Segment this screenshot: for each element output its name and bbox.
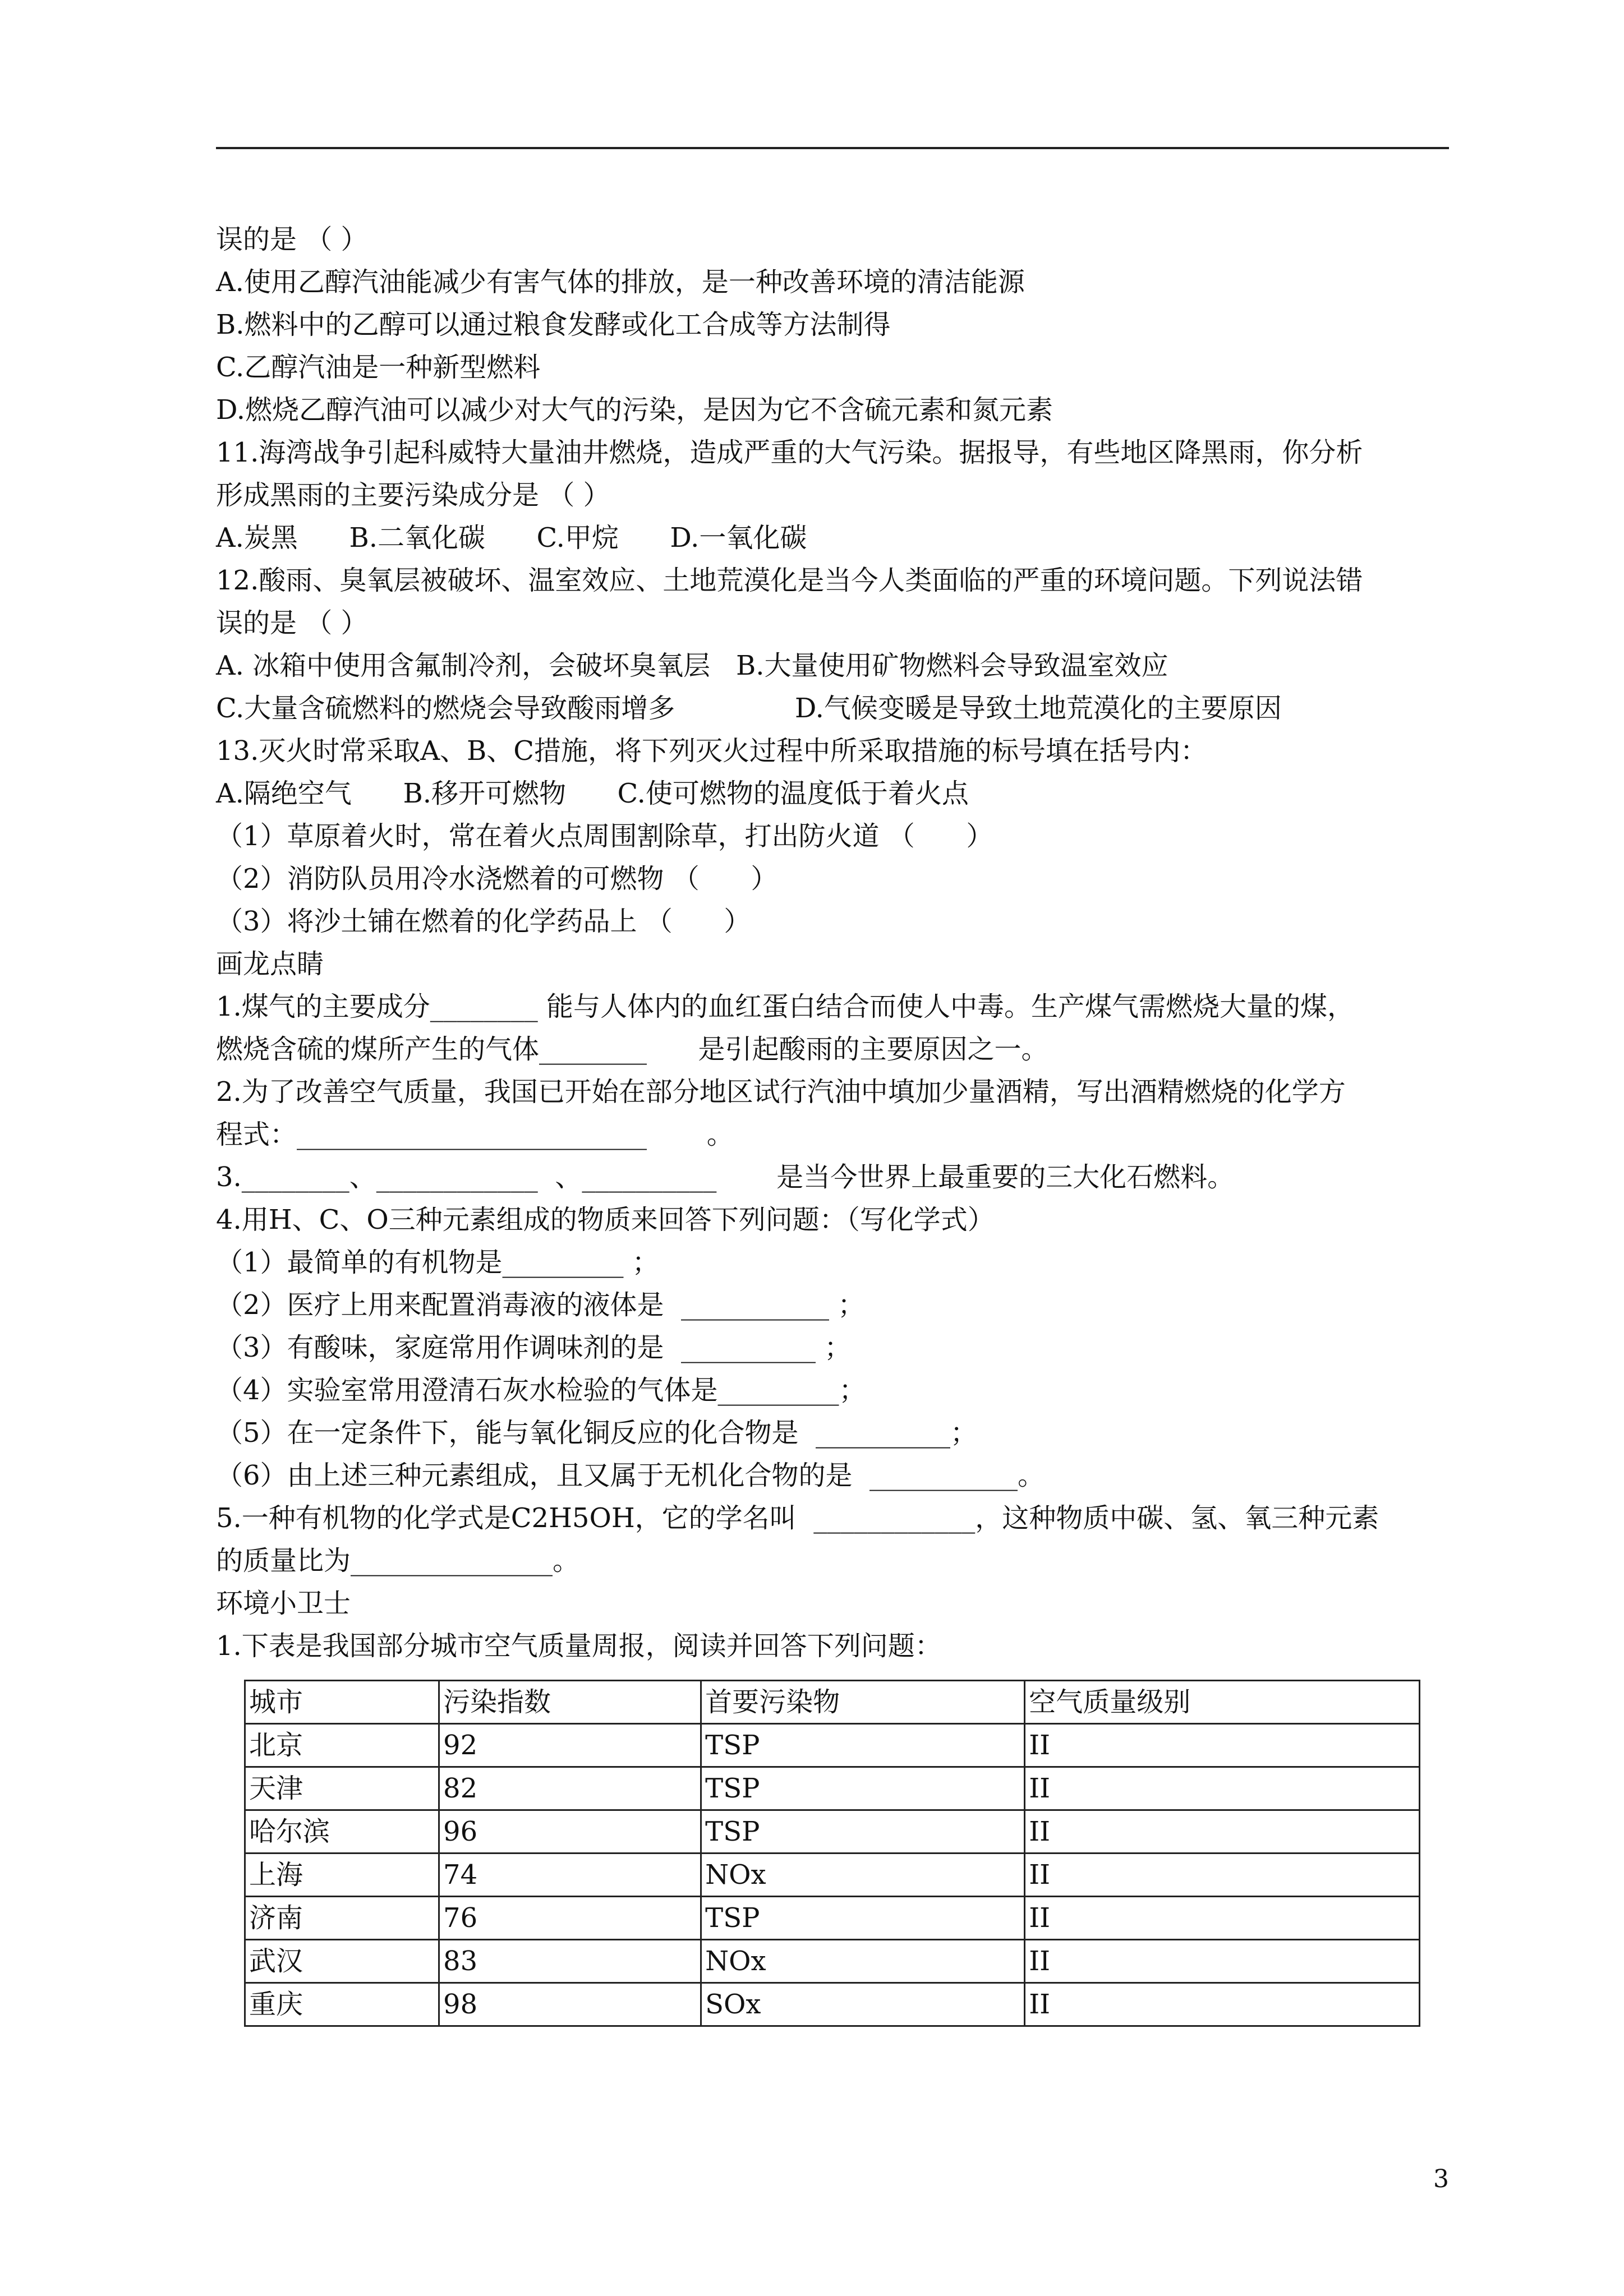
city-cell: 武汉: [245, 1940, 439, 1983]
pollutant-cell: NOx: [701, 1854, 1025, 1897]
index-cell: 74: [439, 1854, 701, 1897]
table-row: [245, 1767, 1420, 1810]
index-cell: 96: [439, 1810, 701, 1854]
city-cell: 济南: [245, 1897, 439, 1940]
question-12-stem: 12.酸雨、臭氧层被破坏、温室效应、土地荒漠化是当今人类面临的严重的环境问题。下列说法错: [216, 565, 1363, 596]
header-cell-city: 城市: [245, 1681, 439, 1724]
fill-1-line-1: 1.煤气的主要成分________ 能与人体内的血红蛋白结合而使人中毒。生产煤气需燃烧大量的煤，: [216, 991, 1355, 1022]
question-12-options-cd: C.大量含硫燃料的燃烧会导致酸雨增多 D.气候变暖是导致土地荒漠化的主要原因: [216, 693, 1282, 724]
city-cell: 上海: [245, 1854, 439, 1897]
section-heading-huanjing: 环境小卫士: [216, 1588, 351, 1619]
table-row: [245, 1810, 1420, 1854]
grade-cell: II: [1025, 1810, 1420, 1854]
table-row: [245, 1897, 1420, 1940]
question-13-item-1: （1）草原着火时，常在着火点周围割除草，打出防火道 （ ）: [216, 820, 993, 852]
fill-4-item-1: （1）最简单的有机物是_________ ；: [216, 1247, 659, 1278]
pollutant-cell: TSP: [701, 1724, 1025, 1767]
question-10-option-d: D.燃烧乙醇汽油可以减少对大气的污染，是因为它不含硫元素和氮元素: [216, 394, 1053, 426]
index-cell: 76: [439, 1897, 701, 1940]
city-cell: 哈尔滨: [245, 1810, 439, 1854]
grade-cell: II: [1025, 1767, 1420, 1810]
question-10-option-a: A.使用乙醇汽油能减少有害气体的排放，是一种改善环境的清洁能源: [216, 266, 1025, 298]
question-12-options-ab: A. 冰箱中使用含氟制冷剂，会破坏臭氧层 B.大量使用矿物燃料会导致温室效应: [216, 650, 1168, 681]
city-cell: 重庆: [245, 1983, 439, 2026]
question-12-stem-cont: 误的是 （ ）: [216, 607, 368, 639]
question-10-option-c: C.乙醇汽油是一种新型燃料: [216, 352, 541, 383]
fill-2-line-1: 2.为了改善空气质量，我国已开始在部分地区试行汽油中填加少量酒精，写出酒精燃烧的化学方: [216, 1076, 1346, 1108]
fill-4-item-5: （5）在一定条件下，能与氧化铜反应的化合物是 __________；: [216, 1417, 978, 1449]
table-header-row: [245, 1681, 1420, 1724]
pollutant-cell: TSP: [701, 1897, 1025, 1940]
table-intro: 1.下表是我国部分城市空气质量周报，阅读并回答下列问题：: [216, 1630, 942, 1662]
fill-5-line-2: 的质量比为_______________。: [216, 1545, 580, 1576]
index-cell: 82: [439, 1767, 701, 1810]
fill-4-item-6: （6）由上述三种元素组成，且又属于无机化合物的是 ___________。: [216, 1460, 1045, 1491]
fill-4-item-2: （2）医疗上用来配置消毒液的液体是 ___________ ；: [216, 1289, 865, 1321]
question-10-option-b: B.燃料中的乙醇可以通过粮食发酵或化工合成等方法制得: [216, 309, 891, 340]
fill-1-line-2: 燃烧含硫的煤所产生的气体________ 是引起酸雨的主要原因之一。: [216, 1034, 1048, 1065]
question-13-stem: 13.灭火时常采取A、B、C措施，将下列灭火过程中所采取措施的标号填在括号内：: [216, 735, 1208, 767]
question-10-stem-end: 误的是 （ ）: [216, 224, 368, 255]
air-quality-table: [244, 1680, 1420, 2027]
fill-4-item-3: （3）有酸味，家庭常用作调味剂的是 __________ ；: [216, 1332, 852, 1363]
header-rule: [216, 147, 1449, 149]
grade-cell: II: [1025, 1983, 1420, 2026]
question-11-stem-cont: 形成黑雨的主要污染成分是 （ ）: [216, 480, 610, 511]
grade-cell: II: [1025, 1940, 1420, 1983]
header-cell-index: 污染指数: [439, 1681, 701, 1724]
question-13-options: A.隔绝空气 B.移开可燃物 C.使可燃物的温度低于着火点: [216, 778, 969, 809]
pollutant-cell: TSP: [701, 1810, 1025, 1854]
question-11-options: A.炭黑 B.二氧化碳 C.甲烷 D.一氧化碳: [216, 522, 807, 554]
city-cell: 天津: [245, 1767, 439, 1810]
pollutant-cell: NOx: [701, 1940, 1025, 1983]
question-11-stem: 11.海湾战争引起科威特大量油井燃烧，造成严重的大气污染。据报导，有些地区降黑雨，你分析: [216, 437, 1363, 468]
table-row: [245, 1724, 1420, 1767]
table-row: [245, 1854, 1420, 1897]
fill-4-stem: 4.用H、C、O三种元素组成的物质来回答下列问题：（写化学式）: [216, 1204, 995, 1235]
grade-cell: II: [1025, 1854, 1420, 1897]
table-row: [245, 1983, 1420, 2026]
grade-cell: II: [1025, 1724, 1420, 1767]
grade-cell: II: [1025, 1897, 1420, 1940]
index-cell: 83: [439, 1940, 701, 1983]
fill-2-line-2: 程式：__________________________ 。: [216, 1119, 734, 1150]
index-cell: 98: [439, 1983, 701, 2026]
fill-5-line-1: 5.一种有机物的化学式是C2H5OH，它的学名叫 ____________，这种物质中碳、氢、氧三种元素: [216, 1502, 1379, 1534]
question-13-item-3: （3）将沙土铺在燃着的化学药品上 （ ）: [216, 906, 751, 937]
header-cell-pollutant: 首要污染物: [701, 1681, 1025, 1724]
page-number: 3: [1433, 2165, 1449, 2193]
section-heading-hualong: 画龙点睛: [216, 948, 324, 980]
fill-3: 3.________、____________ 、__________ 是当今世界上最重要的三大化石燃料。: [216, 1161, 1235, 1193]
city-cell: 北京: [245, 1724, 439, 1767]
table-row: [245, 1940, 1420, 1983]
fill-4-item-4: （4）实验室常用澄清石灰水检验的气体是_________；: [216, 1375, 866, 1406]
pollutant-cell: SOx: [701, 1983, 1025, 2026]
header-cell-grade: 空气质量级别: [1025, 1681, 1420, 1724]
question-13-item-2: （2）消防队员用冷水浇燃着的可燃物 （ ）: [216, 863, 778, 895]
pollutant-cell: TSP: [701, 1767, 1025, 1810]
index-cell: 92: [439, 1724, 701, 1767]
